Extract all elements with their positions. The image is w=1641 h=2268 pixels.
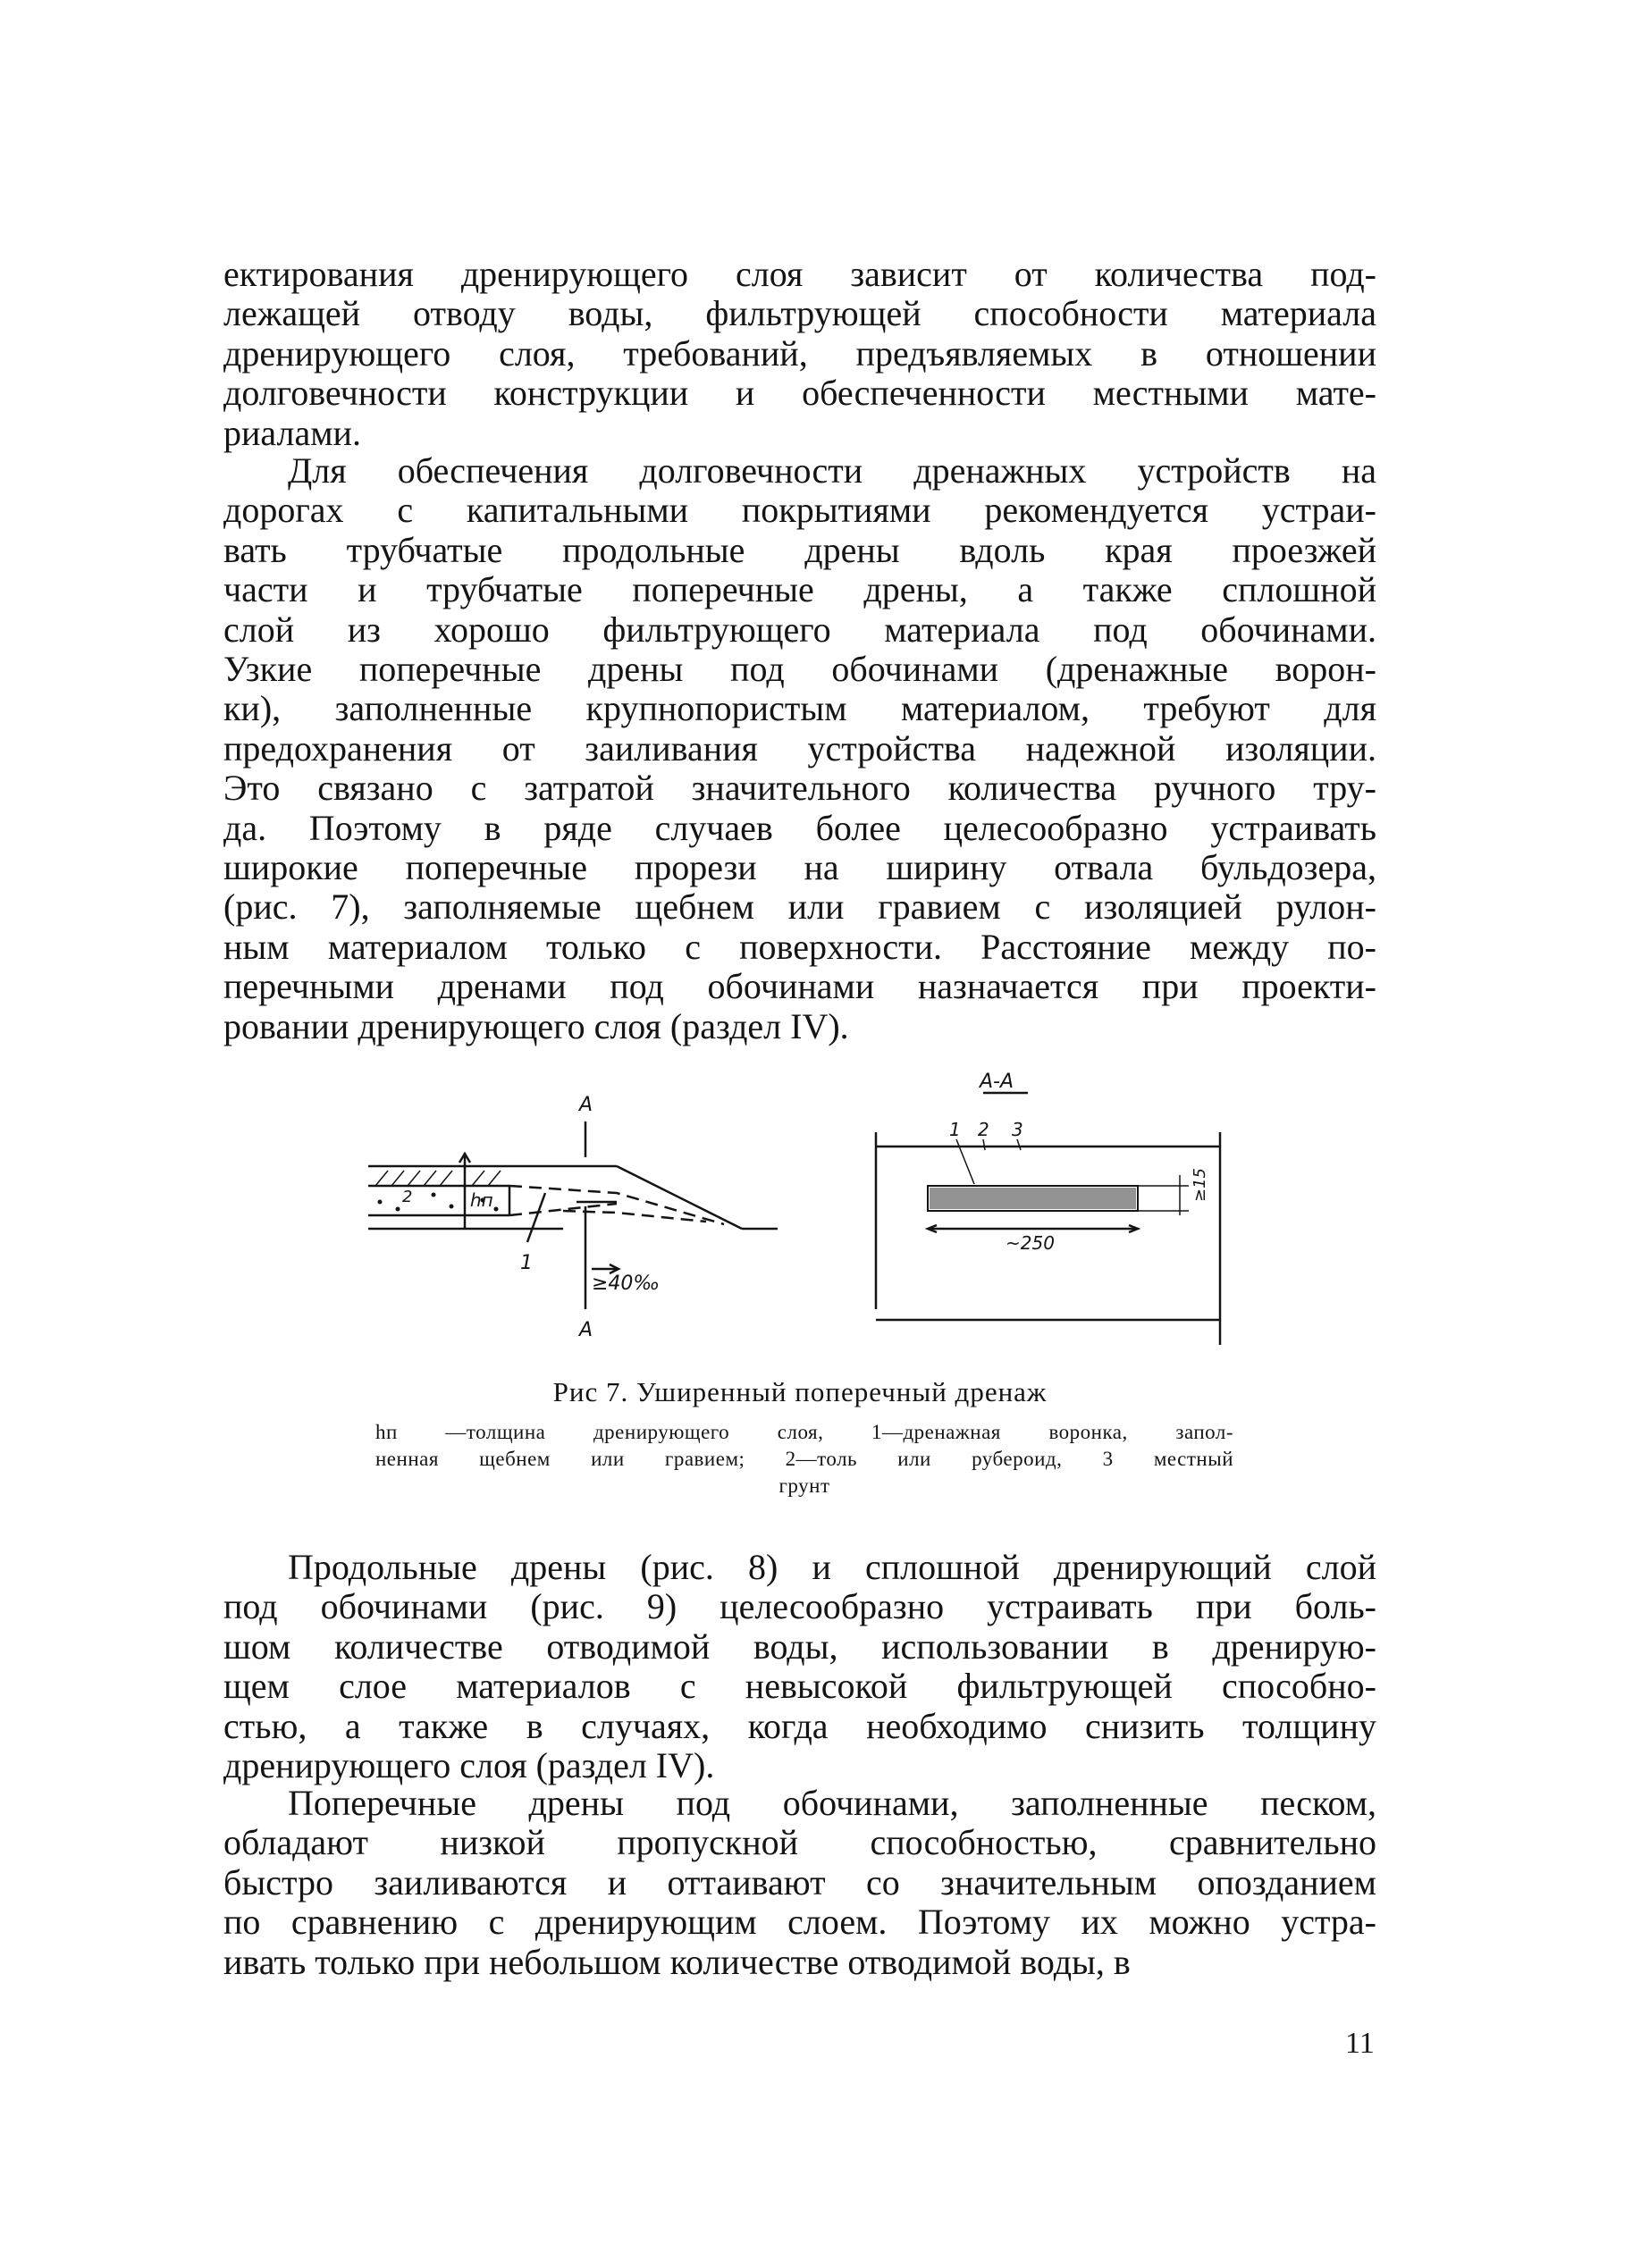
text-line: Для обеспечения долговечности дренажных устройств на: [288, 450, 1376, 491]
text-line: ивать только при небольшом количестве отводимой воды, в: [223, 1941, 1131, 1982]
text-line: дренирующего слоя, требований, предъявляемых в отношении: [223, 332, 1376, 374]
text-line: ным материалом только с поверхности. Расстояние между по-: [223, 926, 1376, 967]
section-mark-bottom: А: [579, 1319, 593, 1341]
slope-label: ≥40‰: [592, 1273, 661, 1295]
crushed-stone-fill: [930, 1188, 1136, 1209]
base-layer-hatch: [375, 1171, 501, 1186]
text-line: Продольные дрены (рис. 8) и сплошной дренирующий слой: [288, 1547, 1376, 1587]
text-line: стью, а также в случаях, когда необходимо снизить толщину: [223, 1705, 1376, 1746]
thickness-label: hп: [470, 1189, 493, 1211]
text-line: грунт: [778, 1474, 830, 1497]
figure-caption-legend: [375, 1419, 1233, 1499]
text-line: предохранения от заиливания устройства надежной изоляции.: [223, 727, 1376, 769]
callout-1-right: 1: [949, 1119, 961, 1140]
text-line: по сравнению с дренирующим слоем. Поэтому их можно устра-: [223, 1902, 1376, 1943]
figure-7-drawing: [349, 1068, 1242, 1363]
text-line: щем слое материалов с невысокой фильтрующей способно-: [223, 1666, 1376, 1707]
paragraph-2: [223, 451, 1376, 1046]
text-line: обладают низкой пропускной способностью, сравнительно: [223, 1822, 1376, 1863]
page-number: 11: [1345, 2027, 1375, 2060]
text-line: лежащей отводу воды, фильтрующей способности материала: [223, 293, 1376, 334]
text-line: широкие поперечные прорези на ширину отвала бульдозера,: [223, 847, 1376, 888]
text-line: ровании дренирующего слоя (раздел IV).: [223, 1005, 849, 1046]
figure-caption-title: Рис 7. Уширенный поперечный дренаж: [552, 1376, 1048, 1407]
text-line: вать трубчатые продольные дрены вдоль края проезжей: [223, 529, 1376, 570]
section-title: А-А: [980, 1071, 1014, 1093]
text-line: дренирующего слоя (раздел IV).: [223, 1745, 715, 1786]
layer-mark-label: 2: [402, 1188, 413, 1206]
text-line: ненная щебнем или гравием; 2—толь или рубероид, 3 местный: [375, 1448, 1233, 1470]
text-line: да. Поэтому в ряде случаев более целесообразно устраивать: [223, 807, 1376, 848]
text-line: hп —толщина дренирующего слоя, 1—дренажная воронка, запол-: [375, 1421, 1233, 1443]
text-line: части и трубчатые поперечные дрены, а также сплошной: [223, 569, 1376, 610]
paragraph-4: [223, 1784, 1376, 1982]
text-line: Поперечные дрены под обочинами, заполненные песком,: [288, 1783, 1376, 1823]
callout-3-right: 3: [1012, 1119, 1023, 1140]
text-line: дорогах с капитальными покрытиями рекомендуется устраи-: [223, 490, 1376, 531]
width-dimension: ~250: [1006, 1232, 1055, 1254]
text-line: (рис. 7), заполняемые щебнем или гравием с изоляцией рулон-: [223, 886, 1376, 928]
text-line: шом количестве отводимой воды, использовании в дренирую-: [223, 1625, 1376, 1667]
cross-section: [876, 1093, 1220, 1345]
text-line: Это связано с затратой значительного количества ручного тру-: [223, 768, 1376, 809]
text-line: слой из хорошо фильтрующего материала под обочинами.: [223, 609, 1376, 650]
depth-dimension: ≥15: [1191, 1168, 1209, 1202]
paragraph-1: [223, 255, 1376, 453]
text-line: под обочинами (рис. 9) целесообразно устраивать при боль-: [223, 1586, 1376, 1627]
text-line: риалами.: [223, 412, 361, 453]
callout-2-right: 2: [978, 1119, 989, 1140]
text-line: ки), заполненные крупнопористым материалом, требуют для: [223, 688, 1376, 729]
text-line: ектирования дренирующего слоя зависит от количества под-: [223, 254, 1376, 294]
longitudinal-section: [368, 1121, 778, 1309]
text-line: быстро заиливаются и оттаивают со значительным опозданием: [223, 1861, 1376, 1903]
text-line: долговечности конструкции и обеспеченности местными мате-: [223, 373, 1376, 414]
text-line: перечными дренами под обочинами назначается при проекти-: [223, 966, 1376, 1007]
section-mark-top: А: [579, 1094, 593, 1116]
callout-1-left: 1: [520, 1252, 533, 1274]
text-line: Узкие поперечные дрены под обочинами (дренажные ворон-: [223, 649, 1376, 690]
paragraph-3: [223, 1548, 1376, 1785]
